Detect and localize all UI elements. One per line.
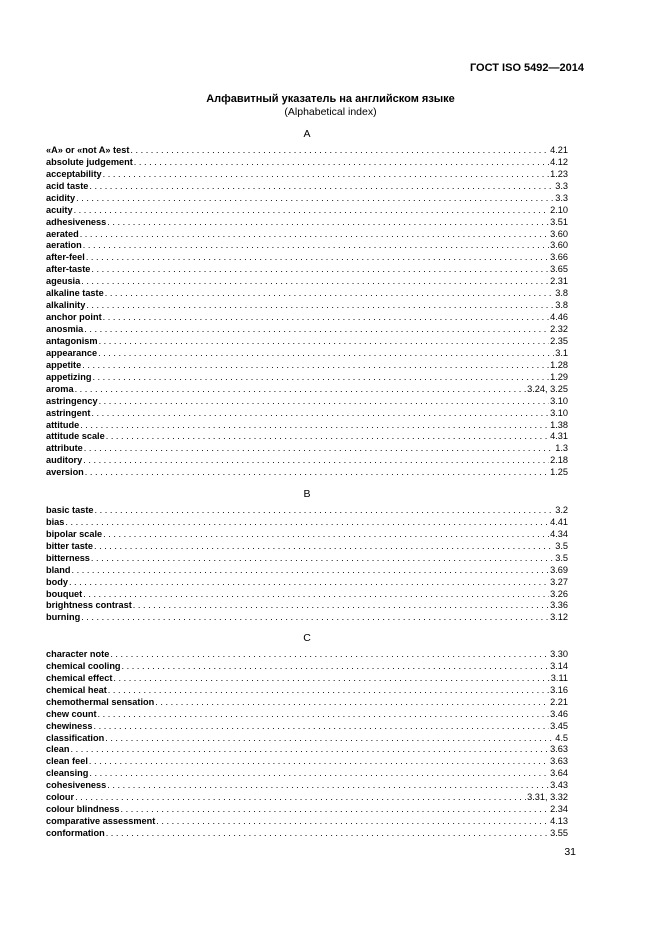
index-ref: 3.55 <box>550 828 568 839</box>
index-term: after-feel <box>46 252 85 263</box>
leader-dots <box>103 169 549 181</box>
index-entry <box>46 709 568 721</box>
leader-dots <box>106 431 549 443</box>
index-section-c <box>46 631 568 840</box>
index-ref: 3.26 <box>550 588 568 599</box>
index-section-a <box>46 127 568 479</box>
leader-dots <box>75 792 526 804</box>
index-title: Алфавитный указатель на английском языке <box>206 93 455 105</box>
index-entry <box>46 145 568 157</box>
index-ref: 3.2 <box>555 504 568 515</box>
index-entry <box>46 312 568 324</box>
leader-dots <box>94 541 554 553</box>
index-ref: 3.11 <box>550 672 568 683</box>
leader-dots <box>105 733 554 745</box>
index-ref: 1.28 <box>550 359 568 370</box>
index-entry <box>46 804 568 816</box>
index-entry <box>46 455 568 467</box>
index-entry <box>46 336 568 348</box>
index-term: chewiness <box>46 720 93 731</box>
index-term: bouquet <box>46 588 83 599</box>
index-term: body <box>46 576 68 587</box>
leader-dots <box>69 577 549 589</box>
leader-dots <box>130 145 549 157</box>
index-term: clean <box>46 744 70 755</box>
index-term: bipolar scale <box>46 528 103 539</box>
index-entry <box>46 241 568 253</box>
index-entry <box>46 661 568 673</box>
index-term: chemical heat <box>46 684 107 695</box>
index-term: basic taste <box>46 504 94 515</box>
index-term: bias <box>46 516 65 527</box>
leader-dots <box>133 600 549 612</box>
index-term: attribute <box>46 443 83 454</box>
index-term: burning <box>46 612 81 623</box>
index-term: colour blindness <box>46 804 120 815</box>
index-entry <box>46 384 568 396</box>
index-entry <box>46 673 568 685</box>
leader-dots <box>156 816 549 828</box>
index-ref: 1.25 <box>550 467 568 478</box>
index-ref: 4.12 <box>550 156 568 167</box>
index-ref: 3.3 <box>555 180 568 191</box>
index-entry <box>46 276 568 288</box>
index-term: appearance <box>46 347 98 358</box>
index-entry <box>46 181 568 193</box>
leader-dots <box>155 697 549 709</box>
leader-dots <box>71 744 550 756</box>
index-term: adhesiveness <box>46 216 107 227</box>
index-term: bitter taste <box>46 540 93 551</box>
index-entry <box>46 565 568 577</box>
leader-dots <box>84 324 549 336</box>
index-term: bland <box>46 564 71 575</box>
leader-dots <box>113 673 549 685</box>
index-entry <box>46 505 568 517</box>
leader-dots <box>83 240 549 252</box>
index-entry <box>46 157 568 169</box>
index-entry <box>46 229 568 241</box>
index-ref: 3.30 <box>550 648 568 659</box>
index-entry <box>46 420 568 432</box>
section-letter: B <box>303 488 311 500</box>
leader-dots <box>89 756 549 768</box>
index-term: character note <box>46 648 110 659</box>
index-entry <box>46 169 568 181</box>
leader-dots <box>74 205 550 217</box>
index-ref: 4.5 <box>555 732 568 743</box>
index-term: aroma <box>46 383 74 394</box>
index-term: cohesiveness <box>46 780 107 791</box>
index-ref: 3.31, 3.32 <box>527 792 568 803</box>
leader-dots <box>89 768 549 780</box>
leader-dots <box>75 384 527 396</box>
index-entry <box>46 541 568 553</box>
index-entry <box>46 252 568 264</box>
index-ref: 2.32 <box>550 324 568 335</box>
index-entry <box>46 745 568 757</box>
index-term: aeration <box>46 240 82 251</box>
index-term: astringency <box>46 395 98 406</box>
index-term: chemical effect <box>46 672 113 683</box>
leader-dots <box>91 264 549 276</box>
leader-dots <box>98 709 550 721</box>
index-term: brightness contrast <box>46 600 132 611</box>
leader-dots <box>122 661 550 673</box>
index-ref: 4.34 <box>550 528 568 539</box>
index-ref: 1.3 <box>555 443 568 454</box>
index-term: alkalinity <box>46 300 86 311</box>
index-term: antagonism <box>46 335 98 346</box>
index-entry <box>46 733 568 745</box>
index-ref: 3.8 <box>555 300 568 311</box>
index-term: «A» or «not A» test <box>46 144 130 155</box>
index-entry <box>46 217 568 229</box>
index-entry <box>46 685 568 697</box>
index-entry <box>46 348 568 360</box>
index-ref: 3.60 <box>550 228 568 239</box>
index-entry <box>46 792 568 804</box>
leader-dots <box>106 828 549 840</box>
index-entry <box>46 432 568 444</box>
index-term: bitterness <box>46 552 90 563</box>
index-subtitle: (Alphabetical index) <box>284 106 377 118</box>
index-term: appetite <box>46 359 82 370</box>
index-term: chew count <box>46 708 97 719</box>
leader-dots <box>83 455 549 467</box>
index-ref: 3.69 <box>550 564 568 575</box>
index-ref: 3.43 <box>550 780 568 791</box>
index-ref: 4.13 <box>550 816 568 827</box>
index-ref: 3.12 <box>550 612 568 623</box>
index-term: appetizing <box>46 371 92 382</box>
index-ref: 3.63 <box>550 744 568 755</box>
leader-dots <box>83 589 549 601</box>
leader-dots <box>80 420 549 432</box>
leader-dots <box>91 408 549 420</box>
index-term: classification <box>46 732 105 743</box>
index-ref: 4.46 <box>550 312 568 323</box>
index-entry <box>46 205 568 217</box>
index-entry <box>46 721 568 733</box>
index-entry <box>46 529 568 541</box>
index-entry <box>46 517 568 529</box>
index-entry <box>46 601 568 613</box>
leader-dots <box>107 217 549 229</box>
index-term: acceptability <box>46 168 102 179</box>
leader-dots <box>80 229 549 241</box>
index-ref: 3.8 <box>555 288 568 299</box>
leader-dots <box>110 649 549 661</box>
section-letter: A <box>303 128 311 140</box>
leader-dots <box>84 443 554 455</box>
index-term: astringent <box>46 407 91 418</box>
index-ref: 1.38 <box>550 419 568 430</box>
leader-dots <box>93 721 549 733</box>
index-ref: 2.34 <box>550 804 568 815</box>
leader-dots <box>72 565 550 577</box>
index-ref: 3.46 <box>550 708 568 719</box>
index-ref: 3.10 <box>550 395 568 406</box>
index-term: ageusia <box>46 276 81 287</box>
leader-dots <box>108 685 549 697</box>
index-ref: 3.45 <box>550 720 568 731</box>
index-ref: 4.41 <box>550 516 568 527</box>
index-ref: 3.65 <box>550 264 568 275</box>
index-entry <box>46 360 568 372</box>
leader-dots <box>76 193 554 205</box>
index-section-b <box>46 487 568 624</box>
index-ref: 3.3 <box>555 192 568 203</box>
leader-dots <box>81 276 549 288</box>
leader-dots <box>81 612 549 624</box>
leader-dots <box>99 396 550 408</box>
index-entry <box>46 193 568 205</box>
leader-dots <box>86 252 549 264</box>
index-entry <box>46 649 568 661</box>
index-entry <box>46 768 568 780</box>
index-ref: 1.23 <box>550 168 568 179</box>
leader-dots <box>95 505 555 517</box>
leader-dots <box>107 780 549 792</box>
index-ref: 4.21 <box>550 144 568 155</box>
leader-dots <box>89 181 554 193</box>
index-entry <box>46 467 568 479</box>
index-entry <box>46 443 568 455</box>
index-ref: 3.1 <box>555 347 568 358</box>
index-ref: 3.66 <box>550 252 568 263</box>
index-entry <box>46 828 568 840</box>
index-term: acuity <box>46 204 73 215</box>
leader-dots <box>103 529 549 541</box>
index-ref: 3.14 <box>550 660 568 671</box>
index-term: colour <box>46 792 75 803</box>
leader-dots <box>91 553 554 565</box>
leader-dots <box>92 372 549 384</box>
index-ref: 3.5 <box>555 540 568 551</box>
index-term: anchor point <box>46 312 102 323</box>
index-entry <box>46 324 568 336</box>
leader-dots <box>85 467 549 479</box>
index-ref: 3.51 <box>550 216 568 227</box>
index-term: acid taste <box>46 180 89 191</box>
index-term: cleansing <box>46 768 89 779</box>
index-term: auditory <box>46 455 83 466</box>
index-entry <box>46 300 568 312</box>
index-ref: 3.10 <box>550 407 568 418</box>
index-term: attitude <box>46 419 80 430</box>
index-term: aversion <box>46 467 84 478</box>
leader-dots <box>105 288 555 300</box>
leader-dots <box>121 804 550 816</box>
index-ref: 3.27 <box>550 576 568 587</box>
index-ref: 2.21 <box>550 696 568 707</box>
index-ref: 3.64 <box>550 768 568 779</box>
index-ref: 3.60 <box>550 240 568 251</box>
index-term: aerated <box>46 228 79 239</box>
index-ref: 2.31 <box>550 276 568 287</box>
index-ref: 3.24, 3.25 <box>527 383 568 394</box>
index-term: chemical cooling <box>46 660 121 671</box>
index-entry <box>46 396 568 408</box>
page-number: 31 <box>564 846 576 858</box>
index-entry <box>46 697 568 709</box>
index-term: attitude scale <box>46 431 105 442</box>
index-entry <box>46 577 568 589</box>
index-ref: 3.36 <box>550 600 568 611</box>
index-term: alkaline taste <box>46 288 104 299</box>
index-entry <box>46 408 568 420</box>
index-ref: 2.35 <box>550 335 568 346</box>
leader-dots <box>82 360 549 372</box>
section-letter: C <box>303 632 311 644</box>
index-entry <box>46 780 568 792</box>
index-term: comparative assessment <box>46 816 156 827</box>
leader-dots <box>134 157 549 169</box>
index-ref: 4.31 <box>550 431 568 442</box>
leader-dots <box>65 517 549 529</box>
index-ref: 2.10 <box>550 204 568 215</box>
index-ref: 3.16 <box>550 684 568 695</box>
index-entry <box>46 264 568 276</box>
index-entry <box>46 589 568 601</box>
index-term: chemothermal sensation <box>46 696 155 707</box>
index-term: conformation <box>46 828 105 839</box>
leader-dots <box>86 300 554 312</box>
index-ref: 1.29 <box>550 371 568 382</box>
index-ref: 2.18 <box>550 455 568 466</box>
index-entry <box>46 553 568 565</box>
index-ref: 3.5 <box>555 552 568 563</box>
index-term: anosmia <box>46 324 84 335</box>
index-entry <box>46 372 568 384</box>
leader-dots <box>99 336 550 348</box>
index-entry <box>46 816 568 828</box>
index-entry <box>46 756 568 768</box>
standard-header: ГОСТ ISO 5492—2014 <box>469 62 584 74</box>
leader-dots <box>98 348 554 360</box>
index-entry <box>46 288 568 300</box>
index-term: clean feel <box>46 756 88 767</box>
leader-dots <box>103 312 549 324</box>
index-term: absolute judgement <box>46 156 133 167</box>
index-term: acidity <box>46 192 76 203</box>
index-term: after-taste <box>46 264 91 275</box>
index-entry <box>46 612 568 624</box>
index-ref: 3.63 <box>550 756 568 767</box>
